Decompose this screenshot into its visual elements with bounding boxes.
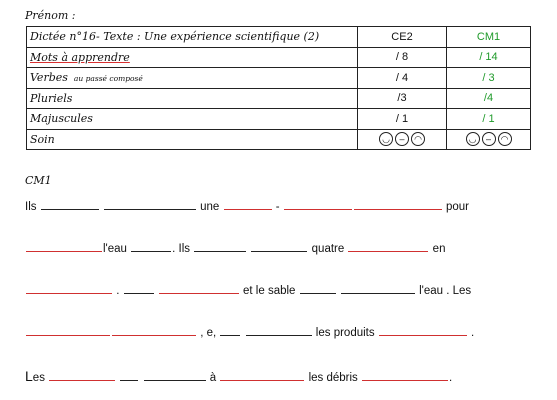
dictation-line-4 [25, 327, 474, 339]
frown-icon: ◠ [411, 132, 425, 146]
table-title: Dictée n°16- Texte : Une expérience scientifique (2) [27, 27, 358, 48]
blank [26, 243, 102, 252]
blank [251, 243, 307, 252]
blank [220, 327, 240, 336]
word: l'eau . Les [419, 285, 472, 297]
blank [220, 372, 304, 381]
row-label: Mots à apprendre [30, 50, 130, 64]
table-row [27, 27, 531, 48]
word: Ils [25, 201, 37, 213]
blank [379, 327, 467, 336]
word: . [449, 372, 453, 384]
table-row [27, 68, 531, 89]
word: - [275, 201, 280, 213]
blank [348, 243, 428, 252]
col-ce2-header: CE2 [358, 27, 447, 48]
blank [131, 243, 171, 252]
score-ce2: / 8 [358, 47, 447, 68]
word: quatre [311, 243, 345, 255]
smile-icon: ◡ [379, 132, 393, 146]
blank [49, 372, 115, 381]
table-row [27, 47, 531, 68]
neutral-icon: – [395, 132, 409, 146]
blank [159, 285, 239, 294]
word: es [32, 372, 45, 384]
blank [246, 327, 312, 336]
row-note: au passé composé [73, 74, 143, 84]
blank [26, 285, 112, 294]
row-label: Majuscules [27, 109, 358, 130]
blank [41, 201, 99, 210]
score-ce2: / 4 [358, 68, 447, 89]
row-label: Soin [27, 129, 358, 150]
row-label: Verbes [30, 71, 68, 85]
dictation-line-5 [25, 368, 452, 384]
word: . [471, 327, 475, 339]
blank [112, 327, 196, 336]
neutral-icon: – [482, 132, 496, 146]
smileys-ce2 [358, 129, 447, 150]
blank [124, 285, 154, 294]
blank [194, 243, 246, 252]
level-label: CM1 [25, 174, 52, 187]
smileys-cm1 [447, 129, 531, 150]
blank [144, 372, 206, 381]
word: . Ils [172, 243, 191, 255]
score-cm1: /4 [447, 88, 531, 109]
prenom-label: Prénom : [25, 9, 76, 22]
blank [104, 201, 196, 210]
score-ce2: / 1 [358, 109, 447, 130]
word: l'eau [103, 243, 127, 255]
dictation-line-1 [25, 201, 469, 213]
blank [284, 201, 352, 210]
word: les produits [315, 327, 375, 339]
score-cm1: / 1 [447, 109, 531, 130]
blank [224, 201, 272, 210]
blank [300, 285, 336, 294]
grading-table [26, 26, 531, 150]
word: les débris [308, 372, 358, 384]
blank [26, 327, 110, 336]
word: . [116, 285, 120, 297]
table-row [27, 109, 531, 130]
table-row [27, 129, 531, 150]
score-cm1: / 14 [447, 47, 531, 68]
word: , e, [200, 327, 217, 339]
blank [354, 201, 442, 210]
row-label: Pluriels [27, 88, 358, 109]
word: L [25, 368, 33, 384]
score-cm1: / 3 [447, 68, 531, 89]
blank [120, 372, 138, 381]
score-ce2: /3 [358, 88, 447, 109]
dictation-line-3 [25, 285, 471, 297]
word: et le sable [243, 285, 296, 297]
smile-icon: ◡ [466, 132, 480, 146]
dictation-line-2 [25, 243, 445, 255]
table-row [27, 88, 531, 109]
col-cm1-header: CM1 [447, 27, 531, 48]
word: à [209, 372, 217, 384]
word: en [432, 243, 446, 255]
frown-icon: ◠ [498, 132, 512, 146]
blank [341, 285, 415, 294]
word: pour [445, 201, 469, 213]
word: une [200, 201, 220, 213]
blank [362, 372, 448, 381]
